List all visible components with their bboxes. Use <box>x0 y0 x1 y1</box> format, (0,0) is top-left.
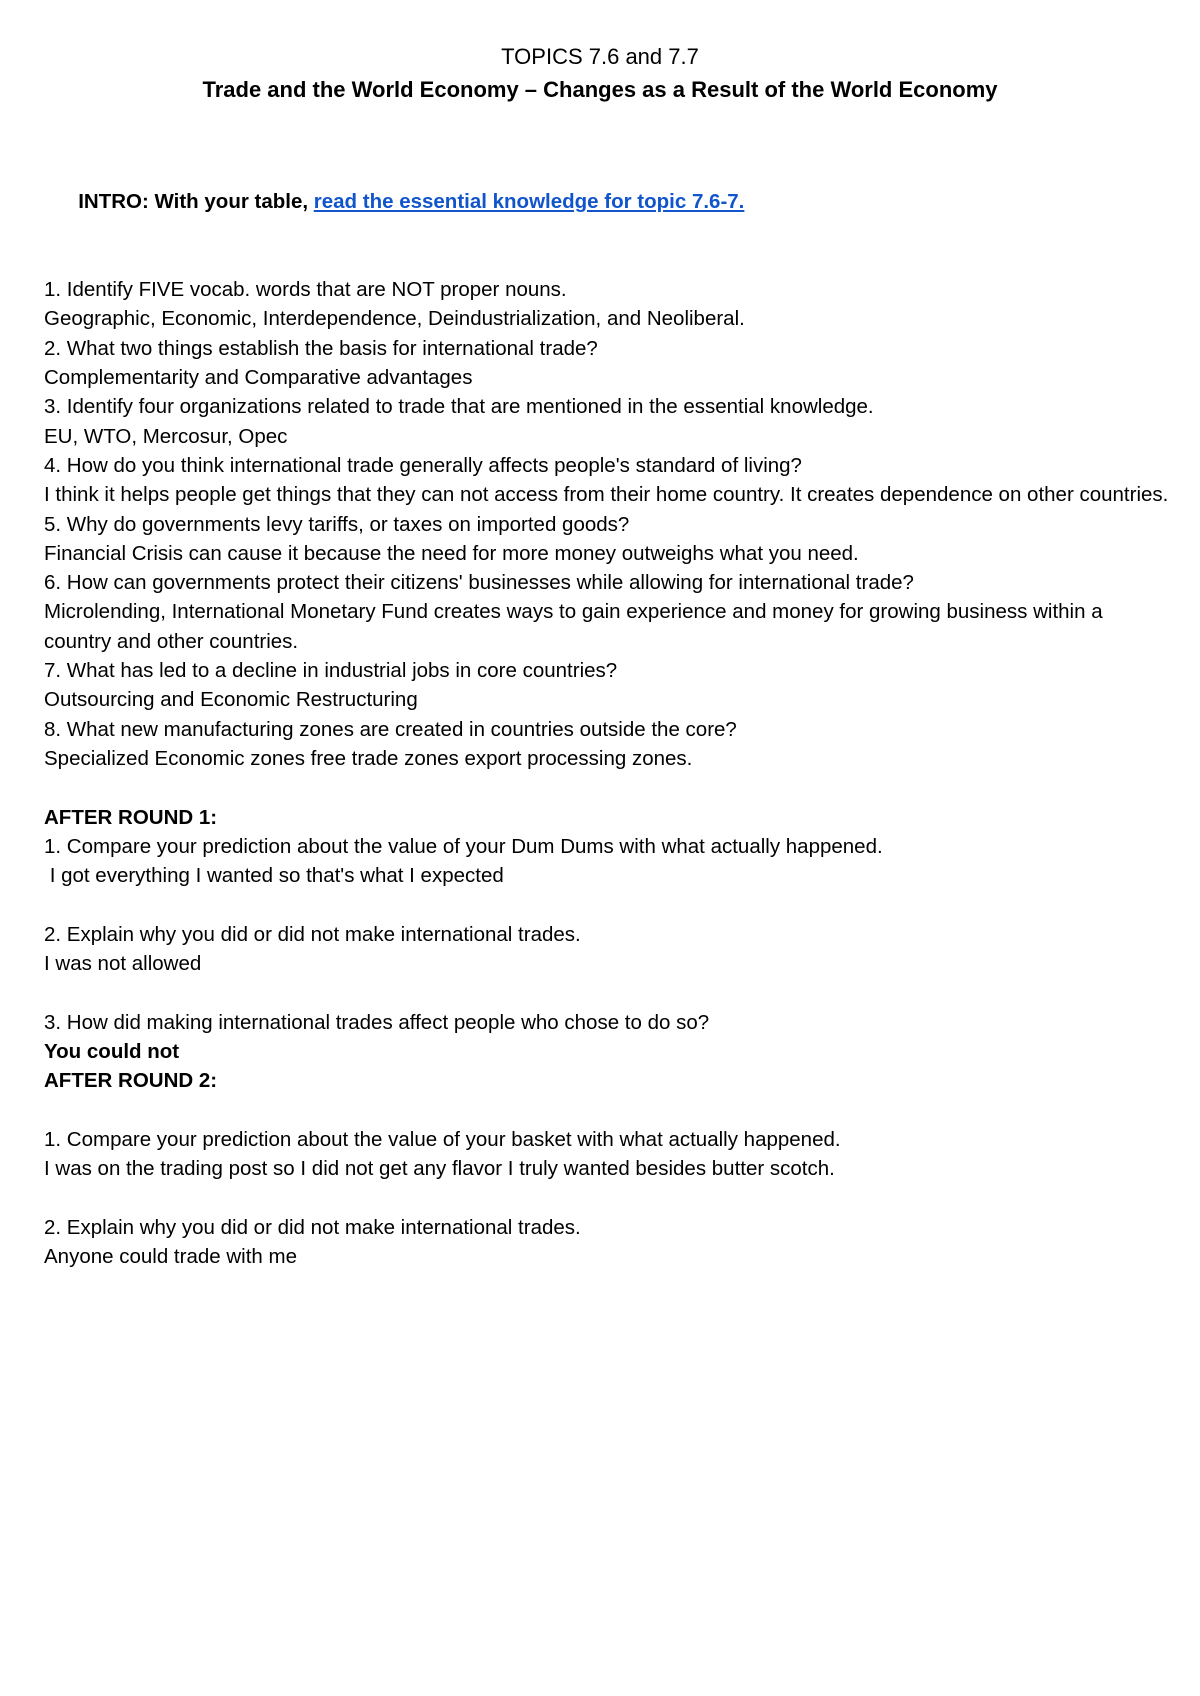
intro-line <box>44 158 1174 246</box>
spacer <box>44 890 1174 919</box>
page-title: TOPICS 7.6 and 7.7 <box>501 44 699 69</box>
spacer <box>44 246 1174 275</box>
intro-question: 6. How can governments protect their citizens' businesses while allowing for international trade? <box>44 571 914 595</box>
spacer <box>44 1096 1174 1125</box>
round2-heading: AFTER ROUND 2: <box>44 1069 218 1093</box>
page-subtitle: Trade and the World Economy – Changes as a Result of the World Economy <box>202 77 998 102</box>
round2-question-1: 1. Compare your prediction about the value of your basket with what actually happened. <box>44 1127 841 1151</box>
round2-question-2: 2. Explain why you did or did not make international trades. <box>44 1215 581 1239</box>
essential-knowledge-link[interactable]: read the essential knowledge for topic 7.6-7. <box>313 190 745 214</box>
document-body <box>44 158 1174 1271</box>
round1-question-1: 1. Compare your prediction about the value of your Dum Dums with what actually happened. <box>44 834 883 858</box>
round2-answer-2: Anyone could trade with me <box>44 1244 297 1268</box>
intro-answer: I think it helps people get things that they can not access from their home country. It creates dependence on other countries. <box>44 483 1169 507</box>
intro-question: 5. Why do governments levy tariffs, or taxes on imported goods? <box>44 512 630 536</box>
spacer <box>44 773 1174 802</box>
intro-answer: Outsourcing and Economic Restructuring <box>44 688 418 712</box>
intro-question: 1. Identify FIVE vocab. words that are NOT proper nouns. <box>44 278 567 302</box>
intro-question: 3. Identify four organizations related to trade that are mentioned in the essential knowledge. <box>44 395 874 419</box>
intro-answer: Microlending, International Monetary Fund creates ways to gain experience and money for growing business within a country and other countries. <box>44 600 1109 653</box>
spacer <box>44 978 1174 1007</box>
intro-question: 4. How do you think international trade generally affects people's standard of living? <box>44 453 802 477</box>
intro-answer: Specialized Economic zones free trade zones export processing zones. <box>44 746 693 770</box>
intro-answer: Complementarity and Comparative advantages <box>44 366 473 390</box>
intro-answer: Financial Crisis can cause it because the need for more money outweighs what you need. <box>44 541 859 565</box>
intro-question: 2. What two things establish the basis for international trade? <box>44 336 598 360</box>
spacer <box>44 1183 1174 1212</box>
round1-question-2: 2. Explain why you did or did not make international trades. <box>44 922 581 946</box>
round2-answer-1: I was on the trading post so I did not get any flavor I truly wanted besides butter scotch. <box>44 1157 835 1181</box>
intro-question: 8. What new manufacturing zones are created in countries outside the core? <box>44 717 737 741</box>
intro-label: INTRO: With your table, <box>78 190 314 214</box>
intro-question: 7. What has led to a decline in industrial jobs in core countries? <box>44 659 618 683</box>
round1-answer-2: I was not allowed <box>44 952 202 976</box>
round1-question-3: 3. How did making international trades affect people who chose to do so? <box>44 1010 710 1034</box>
round1-heading: AFTER ROUND 1: <box>44 805 218 829</box>
round1-answer-3: You could not <box>44 1039 180 1063</box>
round1-answer-1: I got everything I wanted so that's what I expected <box>44 864 504 888</box>
intro-answer: EU, WTO, Mercosur, Opec <box>44 424 288 448</box>
intro-answer: Geographic, Economic, Interdependence, Deindustrialization, and Neoliberal. <box>44 307 745 331</box>
